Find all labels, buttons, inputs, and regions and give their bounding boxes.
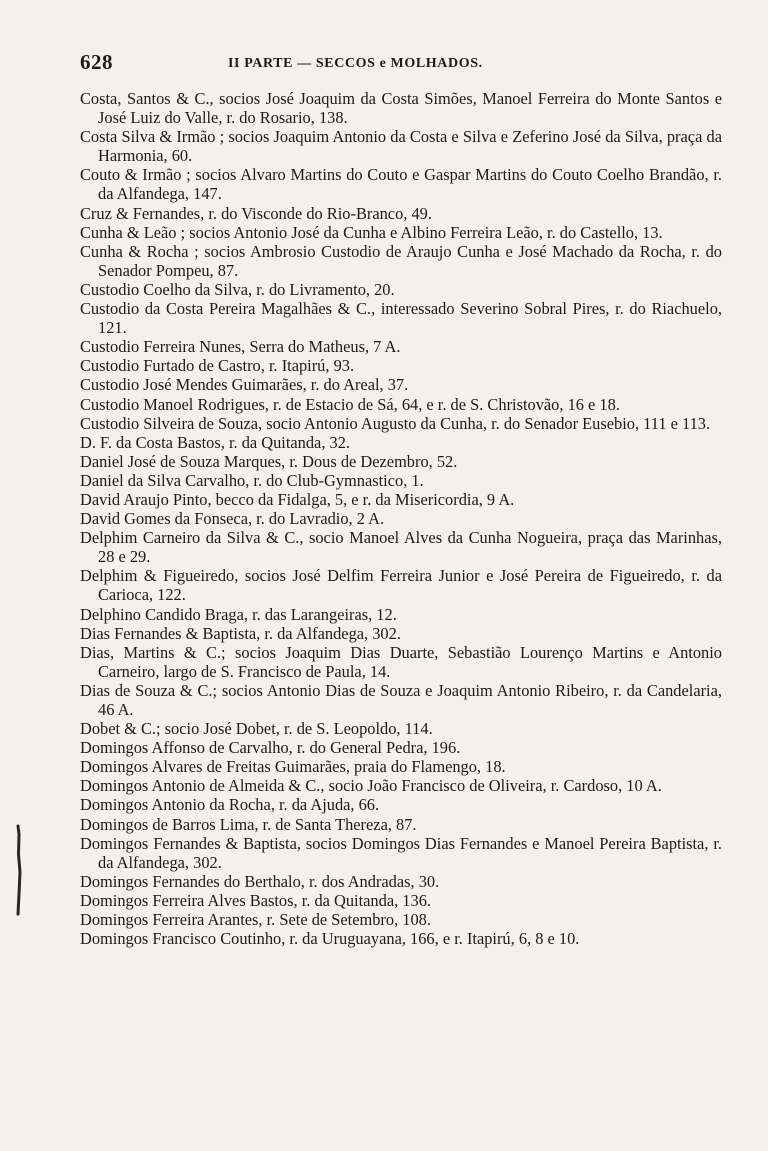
page-number: 628 xyxy=(80,50,113,74)
directory-entry: Custodio Furtado de Castro, r. Itapirú, 93. xyxy=(80,356,355,376)
directory-entry: Cunha & Leão ; socios Antonio José da Cunha e Albino Ferreira Leão, r. do Castello, 13. xyxy=(80,222,663,242)
directory-entry: Delphim & Figueiredo, socios José Delfim Ferreira Junior e José Pereira de Figueiredo, r. da Carioca, 122. xyxy=(80,566,722,605)
directory-entry: Domingos Fernandes & Baptista, socios Domingos Dias Fernandes e Manoel Pereira Baptista, r. da Alfandega, 302. xyxy=(80,833,722,872)
directory-entry: Domingos Fernandes do Berthalo, r. dos Andradas, 30. xyxy=(80,871,440,891)
directory-entry: David Gomes da Fonseca, r. do Lavradio, 2 A. xyxy=(80,509,385,529)
directory-entry: Domingos Affonso de Carvalho, r. do General Pedra, 196. xyxy=(80,738,461,758)
directory-entry: Delphino Candido Braga, r. das Larangeiras, 12. xyxy=(80,604,397,624)
directory-entry: Daniel José de Souza Marques, r. Dous de Dezembro, 52. xyxy=(80,451,458,471)
directory-entry: Dobet & C.; socio José Dobet, r. de S. Leopoldo, 114. xyxy=(80,719,433,739)
directory-entry: Custodio Manoel Rodrigues, r. de Estacio de Sá, 64, e r. de S. Christovão, 16 e 18. xyxy=(80,394,620,414)
directory-entry: Cruz & Fernandes, r. do Visconde do Rio-Branco, 49. xyxy=(80,203,432,223)
directory-entry: Delphim Carneiro da Silva & C., socio Manoel Alves da Cunha Nogueira, praça das Marinhas, 28 e 29. xyxy=(80,528,722,567)
directory-entry: Domingos Alvares de Freitas Guimarães, praia do Flamengo, 18. xyxy=(80,757,506,777)
directory-entry: Couto & Irmão ; socios Alvaro Martins do Couto e Gaspar Martins do Couto Coelho Brandão, r. da Alfandega, 147. xyxy=(80,165,722,204)
directory-entry: Domingos Ferreira Arantes, r. Sete de Setembro, 108. xyxy=(80,910,431,930)
directory-entry: Cunha & Rocha ; socios Ambrosio Custodio de Araujo Cunha e José Machado da Rocha, r. do Senador Pompeu, 87. xyxy=(80,241,722,280)
directory-entry: Costa, Santos & C., socios José Joaquim da Costa Simões, Manoel Ferreira do Monte Santos e José Luiz do Valle, r. do Rosario, 138. xyxy=(80,89,722,128)
directory-entry: Custodio Coelho da Silva, r. do Livramento, 20. xyxy=(80,279,395,299)
directory-entry: Domingos Ferreira Alves Bastos, r. da Quitanda, 136. xyxy=(80,890,431,910)
margin-ink-mark xyxy=(14,824,22,916)
directory-entry: Custodio da Costa Pereira Magalhães & C., interessado Severino Sobral Pires, r. do Riachuelo, 121. xyxy=(80,299,722,338)
running-head: II PARTE — SECCOS e MOLHADOS. xyxy=(228,56,483,71)
directory-entry: Domingos Antonio da Rocha, r. da Ajuda, 66. xyxy=(80,795,380,815)
directory-entry: Costa Silva & Irmão ; socios Joaquim Antonio da Costa e Silva e Zeferino José da Silva, praça da Harmonia, 60. xyxy=(80,127,722,166)
directory-entry: D. F. da Costa Bastos, r. da Quitanda, 32. xyxy=(80,432,351,452)
directory-entry: Custodio Silveira de Souza, socio Antonio Augusto da Cunha, r. do Senador Eusebio, 111 e 113. xyxy=(80,413,711,433)
directory-entry: Domingos Francisco Coutinho, r. da Uruguayana, 166, e r. Itapirú, 6, 8 e 10. xyxy=(80,929,580,949)
directory-entry: Custodio José Mendes Guimarães, r. do Areal, 37. xyxy=(80,375,409,395)
directory-entry: Dias de Souza & C.; socios Antonio Dias de Souza e Joaquim Antonio Ribeiro, r. da Candelaria, 46 A. xyxy=(80,680,722,719)
directory-entry: Custodio Ferreira Nunes, Serra do Matheus, 7 A. xyxy=(80,337,401,357)
directory-entry: Daniel da Silva Carvalho, r. do Club-Gymnastico, 1. xyxy=(80,470,424,490)
directory-entry: David Araujo Pinto, becco da Fidalga, 5, e r. da Misericordia, 9 A. xyxy=(80,489,515,509)
directory-entries xyxy=(80,89,722,948)
directory-entry: Domingos de Barros Lima, r. de Santa Thereza, 87. xyxy=(80,814,417,834)
directory-entry: Dias, Martins & C.; socios Joaquim Dias Duarte, Sebastião Lourenço Martins e Antonio Carneiro, largo de S. Francisco de Paula, 14. xyxy=(80,642,722,681)
directory-entry: Domingos Antonio de Almeida & C., socio João Francisco de Oliveira, r. Cardoso, 10 A. xyxy=(80,776,662,796)
directory-entry: Dias Fernandes & Baptista, r. da Alfandega, 302. xyxy=(80,623,401,643)
page-header xyxy=(80,50,720,80)
